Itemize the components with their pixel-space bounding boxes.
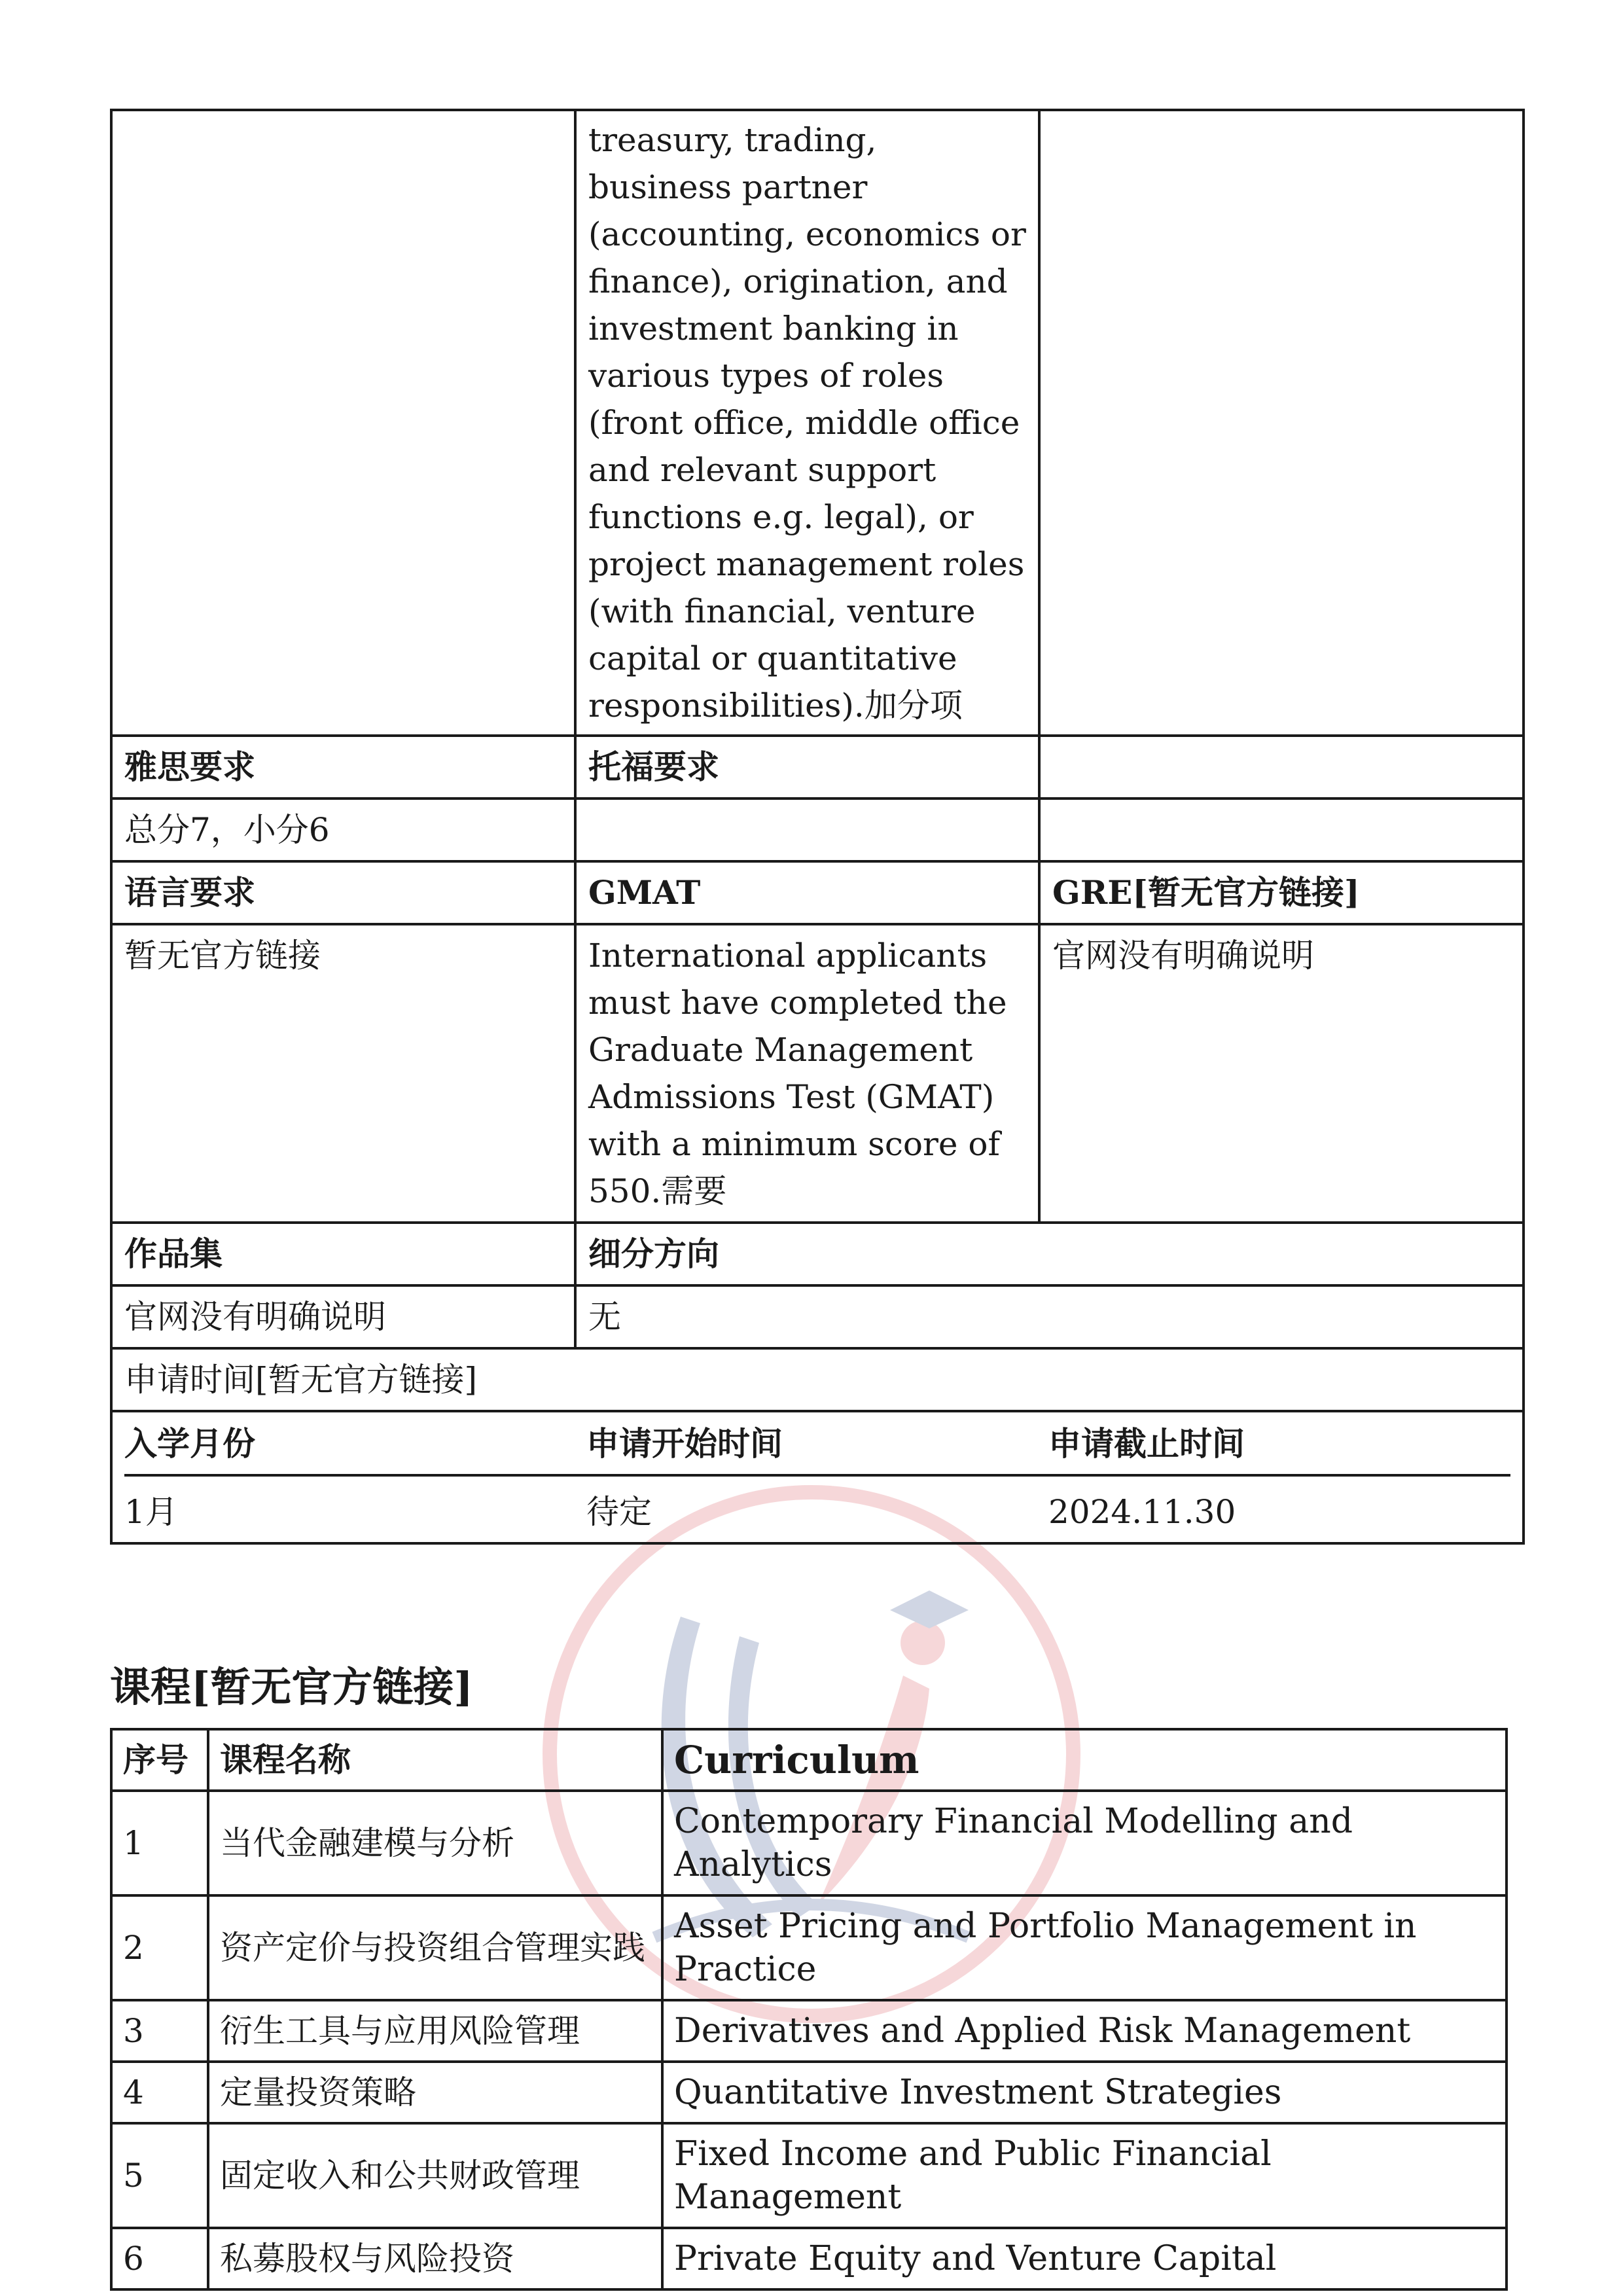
course-name: 固定收入和公共财政管理 [208, 2123, 662, 2228]
curriculum-header-row [111, 1729, 1507, 1791]
toefl-value [575, 798, 1039, 861]
table-row [111, 2123, 1507, 2228]
course-no: 6 [111, 2228, 208, 2289]
empty-cell [1039, 736, 1524, 798]
course-no: 4 [111, 2062, 208, 2123]
header-curriculum: Curriculum [662, 1729, 1507, 1791]
ielts-toefl-value-row [111, 798, 1524, 861]
table-row [111, 2000, 1507, 2062]
curriculum-table [110, 1728, 1508, 2291]
portfolio-label: 作品集 [111, 1223, 575, 1285]
application-time-row [111, 1348, 1524, 1411]
deadline-label: 申请截止时间 [1048, 1412, 1510, 1475]
course-no: 2 [111, 1895, 208, 2000]
application-dates-row [111, 1411, 1524, 1543]
gre-label: GRE[暂无官方链接] [1039, 861, 1524, 924]
course-en: Derivatives and Applied Risk Management [662, 2000, 1507, 2062]
header-name: 课程名称 [208, 1729, 662, 1791]
gre-value: 官网没有明确说明 [1039, 924, 1524, 1223]
application-dates-grid [124, 1412, 1510, 1542]
language-gmat-gre-value-row [111, 924, 1524, 1223]
empty-cell [111, 110, 575, 736]
table-row [111, 1895, 1507, 2000]
course-name: 私募股权与风险投资 [208, 2228, 662, 2289]
table-row [111, 2062, 1507, 2123]
course-name: 资产定价与投资组合管理实践 [208, 1895, 662, 2000]
course-en: Private Equity and Venture Capital [662, 2228, 1507, 2289]
course-no: 5 [111, 2123, 208, 2228]
work-experience-row [111, 110, 1524, 736]
ielts-label: 雅思要求 [111, 736, 575, 798]
application-dates-values [124, 1475, 1510, 1542]
portfolio-value-row [111, 1285, 1524, 1348]
application-dates-header [124, 1412, 1510, 1475]
course-en: Asset Pricing and Portfolio Management in Practice [662, 1895, 1507, 2000]
table-row [111, 1791, 1507, 1895]
gmat-value: International applicants must have completed the Graduate Management Admissions Test (GMAT) with a minimum score of 550.需要 [575, 924, 1039, 1223]
application-time-label: 申请时间[暂无官方链接] [111, 1348, 1524, 1411]
toefl-label: 托福要求 [575, 736, 1039, 798]
table-row [111, 2228, 1507, 2289]
course-name: 衍生工具与应用风险管理 [208, 2000, 662, 2062]
language-value: 暂无官方链接 [111, 924, 575, 1223]
course-no: 1 [111, 1791, 208, 1895]
course-no: 3 [111, 2000, 208, 2062]
course-en: Contemporary Financial Modelling and Analytics [662, 1791, 1507, 1895]
deadline-value: 2024.11.30 [1048, 1493, 1236, 1531]
subdirection-label: 细分方向 [575, 1223, 1524, 1285]
portfolio-value: 官网没有明确说明 [111, 1285, 575, 1348]
curriculum-title: 课程[暂无官方链接] [110, 1663, 473, 1711]
start-label: 申请开始时间 [586, 1412, 1048, 1475]
empty-cell [1039, 798, 1524, 861]
language-gmat-gre-header-row [111, 861, 1524, 924]
language-label: 语言要求 [111, 861, 575, 924]
course-name: 当代金融建模与分析 [208, 1791, 662, 1895]
header-no: 序号 [111, 1729, 208, 1791]
subdirection-value: 无 [575, 1285, 1524, 1348]
gmat-label: GMAT [575, 861, 1039, 924]
start-value: 待定 [586, 1493, 652, 1531]
work-experience-text: treasury, trading, business partner (accounting, economics or finance), origination, and investment banking in various types of roles (front office, middle office and relevant support functions e.g. legal), or project management roles (with financial, venture capital or quantitative responsibilities).加分项 [575, 110, 1039, 736]
ielts-value: 总分7，小分6 [111, 798, 575, 861]
course-name: 定量投资策略 [208, 2062, 662, 2123]
course-en: Quantitative Investment Strategies [662, 2062, 1507, 2123]
course-en: Fixed Income and Public Financial Management [662, 2123, 1507, 2228]
ielts-toefl-header-row [111, 736, 1524, 798]
intake-label: 入学月份 [124, 1412, 586, 1475]
intake-value: 1月 [124, 1493, 178, 1531]
empty-cell [1039, 110, 1524, 736]
admission-requirements-table [110, 109, 1525, 1545]
portfolio-header-row [111, 1223, 1524, 1285]
